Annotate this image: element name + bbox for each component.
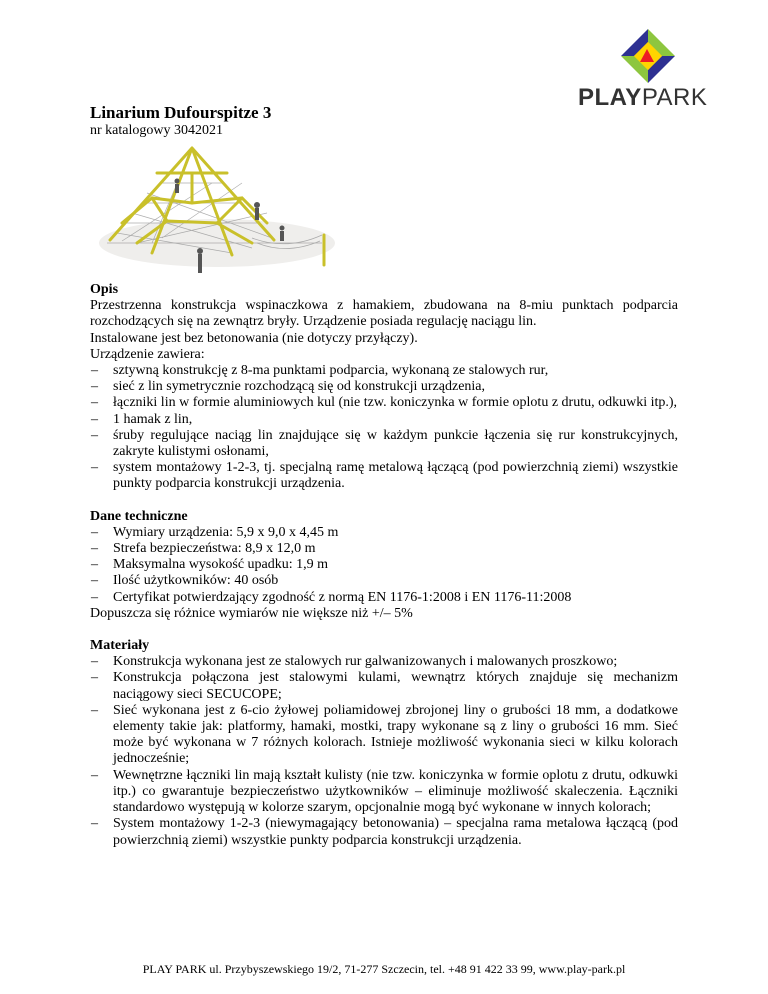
materials-list (90, 654, 678, 848)
list-item: – System montażowy 1-2-3 (niewymagający betonowania) – specjalna rama metalowa łączącą (pod powierzchnią ziemi) wszystkie punkty podparcia konstrukcji urządzenia. (90, 816, 678, 848)
tolerance-note: Dopuszcza się różnice wymiarów nie większe niż +/– 5% (90, 605, 413, 621)
description-heading: Opis (90, 282, 119, 297)
technical-section (90, 509, 678, 622)
list-item: – sztywną konstrukcję z 8-ma punktami podparcia, wykonaną ze stalowych rur, (90, 363, 678, 379)
description-list (90, 363, 678, 493)
logo-wordmark: PLAYPARK (578, 84, 708, 111)
list-item: – system montażowy 1-2-3, tj. specjalną ramę metalową łączącą (pod powierzchnią ziemi) wszystkie punkty podparcia konstrukcji urządzenia. (90, 460, 678, 492)
product-title: Linarium Dufourspitze 3 (90, 103, 272, 122)
footer-address: PLAY PARK ul. Przybyszewskiego 19/2, 71-277 Szczecin, tel. +48 91 422 33 99, www.play-park.pl (142, 962, 626, 976)
list-item: – łączniki lin w formie aluminiowych kul (nie tzw. koniczynka w formie oplotu z drutu, odkuwki itp.), (90, 395, 678, 411)
playpark-logo (578, 28, 718, 111)
description-paragraph: Przestrzenna konstrukcja wspinaczkowa z hamakiem, zbudowana na 8-miu punktach podparcia rozchodzących się na zewnątrz bryły. Urządzenie posiada regulację naciągu lin. (90, 298, 678, 330)
list-item: – Strefa bezpieczeństwa: 8,9 x 12,0 m (90, 541, 678, 557)
list-item: – Konstrukcja wykonana jest ze stalowych rur galwanizowanych i malowanych proszkowo; (90, 654, 678, 670)
description-section (90, 282, 678, 493)
list-item: – Konstrukcja połączona jest stalowymi kulami, wewnątrz których znajduje się mechanizm naciągowy sieci SECUCOPE; (90, 670, 678, 702)
content (90, 282, 678, 849)
list-item: – śruby regulujące naciąg lin znajdujące się w każdym punkcie łączenia się rur konstrukcyjnych, zakryte kulistymi osłonami, (90, 428, 678, 460)
catalog-number: nr katalogowy 3042021 (90, 123, 223, 138)
list-item: – Wymiary urządzenia: 5,9 x 9,0 x 4,45 m (90, 525, 678, 541)
product-photo (92, 143, 337, 278)
list-item: – 1 hamak z lin, (90, 412, 678, 428)
materials-section (90, 638, 678, 849)
technical-list (90, 525, 678, 606)
list-item: – Ilość użytkowników: 40 osób (90, 573, 678, 589)
installation-note: Instalowane jest bez betonowania (nie dotyczy przyłączy). (90, 330, 418, 346)
list-item: – Sieć wykonana jest z 6-cio żyłowej poliamidowej zbrojonej liny o grubości 18 mm, a dodatkowe elementy takie jak: platformy, hamaki, mostki, trapy wykonane są z liny o grubości 16 mm. Sieć może być wykonana w 7 różnych kolorach. Istnieje możliwość wykonania sieci w kilku kolorach jednocześnie; (90, 703, 678, 768)
technical-heading: Dane techniczne (90, 508, 188, 524)
list-item: – sieć z lin symetrycznie rozchodzącą się od konstrukcji urządzenia, (90, 379, 678, 395)
list-item: – Certyfikat potwierdzający zgodność z normą EN 1176-1:2008 i EN 1176-11:2008 (90, 590, 678, 606)
list-item: – Maksymalna wysokość upadku: 1,9 m (90, 557, 678, 573)
contains-intro: Urządzenie zawiera: (90, 346, 205, 362)
playpark-logo-icon (578, 28, 718, 84)
materials-heading: Materiały (90, 638, 150, 654)
list-item: – Wewnętrzne łączniki lin mają kształt kulisty (nie tzw. koniczynka w formie oplotu z drutu, odkuwki itp.) co gwarantuje bezpieczeństwo użytkowników – eliminuje możliwość skaleczenia. Łączniki standardowo występują w kolorze szarym, opcjonalnie mogą być wykonane w innych kolorach; (90, 768, 678, 817)
